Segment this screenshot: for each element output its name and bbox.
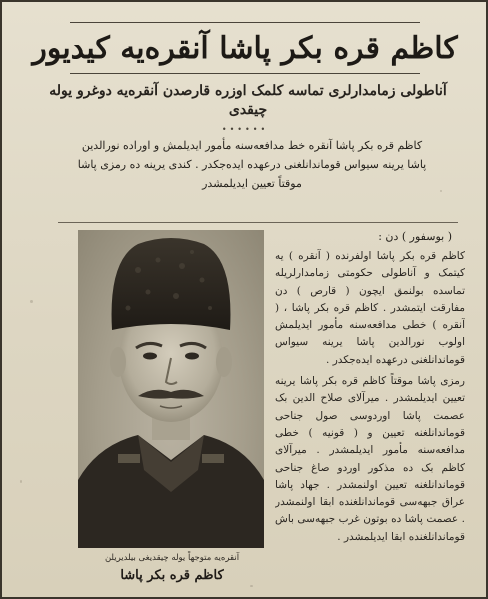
left-border-line	[0, 0, 2, 599]
article-paragraph: رمزی پاشا موقتاً کاظم قره بکر پاشا یرینه تعیین ایدیلمشدر . میرآلای صلاح الدین بک عصمت پاشا اوردوسی صول جناحی قوماندانلغنه تعیین و ( قونیه ) خطی مدافعه‌سنه مأمور ایدیلمشدر . میرآلای کاظم بک ده مذکور اوردو صاغ جناحی قوماندانلغنه تعیین اولنمشدر . جهاد پاشا عراق جبهه‌سی قوماندانلغنده ابقا اولنمشدر . عصمت پاشا ده بوتون غرب جبهه‌سی باش قوماندانلغنده ابقا ایدیلمشدر .	[275, 375, 465, 543]
subheadline: آناطولی زمامدارلری تماسه کلمک اوزره قارصدن آنقره‌یه دوغرو یوله چیقدی	[49, 83, 447, 118]
portrait-illustration	[78, 230, 264, 548]
photo-caption-name: کاظم قره بکر پاشا	[120, 568, 224, 583]
portrait-photo	[78, 230, 264, 548]
section-rule	[58, 222, 458, 223]
paper-speck	[30, 300, 33, 303]
ornament-divider: ••••••	[221, 125, 269, 134]
paper-speck	[440, 190, 442, 192]
top-border-line	[0, 0, 488, 2]
dateline: ( بوسفور ) دن :	[378, 230, 452, 243]
paper-speck	[20, 480, 22, 483]
paper-speck	[250, 585, 253, 587]
kalpak-cap-shape	[112, 238, 231, 330]
photo-caption-subtitle: آنقره‌یه متوجهاً یوله چیقدیغی بیلدیریلن	[104, 553, 240, 563]
headline: کاظم قره بکر پاشا آنقره‌یه کیدیور	[70, 22, 420, 74]
article-paragraph: کاظم قره بکر پاشا اولفرنده ( آنقره ) یه کیتمک و آناطولی حکومتی زمامدارلریله تماسده بولنمق ایچون ( قارص ) دن مفارقت ایتمشدر . کاظم قره بکر پاشا ، ( آنقره ) خطی مدافعه‌سنه مأمور ایدیلمش اولوب نورالدین پاشا یرینه سیواس قوماندانلغنی درعهده ایده‌جکدر .	[275, 250, 465, 366]
article-body	[275, 248, 465, 578]
summary-block: کاظم قره بکر پاشا آنقره خط مدافعه‌سنه مأمور ایدیلمش و اوراده نورالدین پاشا یرینه سیواس قوماندانلغنی درعهده ایده‌جکدر . کندی یرینه ده رمزی پاشا موقتاً تعیین ایدیلمشدر	[77, 139, 427, 190]
